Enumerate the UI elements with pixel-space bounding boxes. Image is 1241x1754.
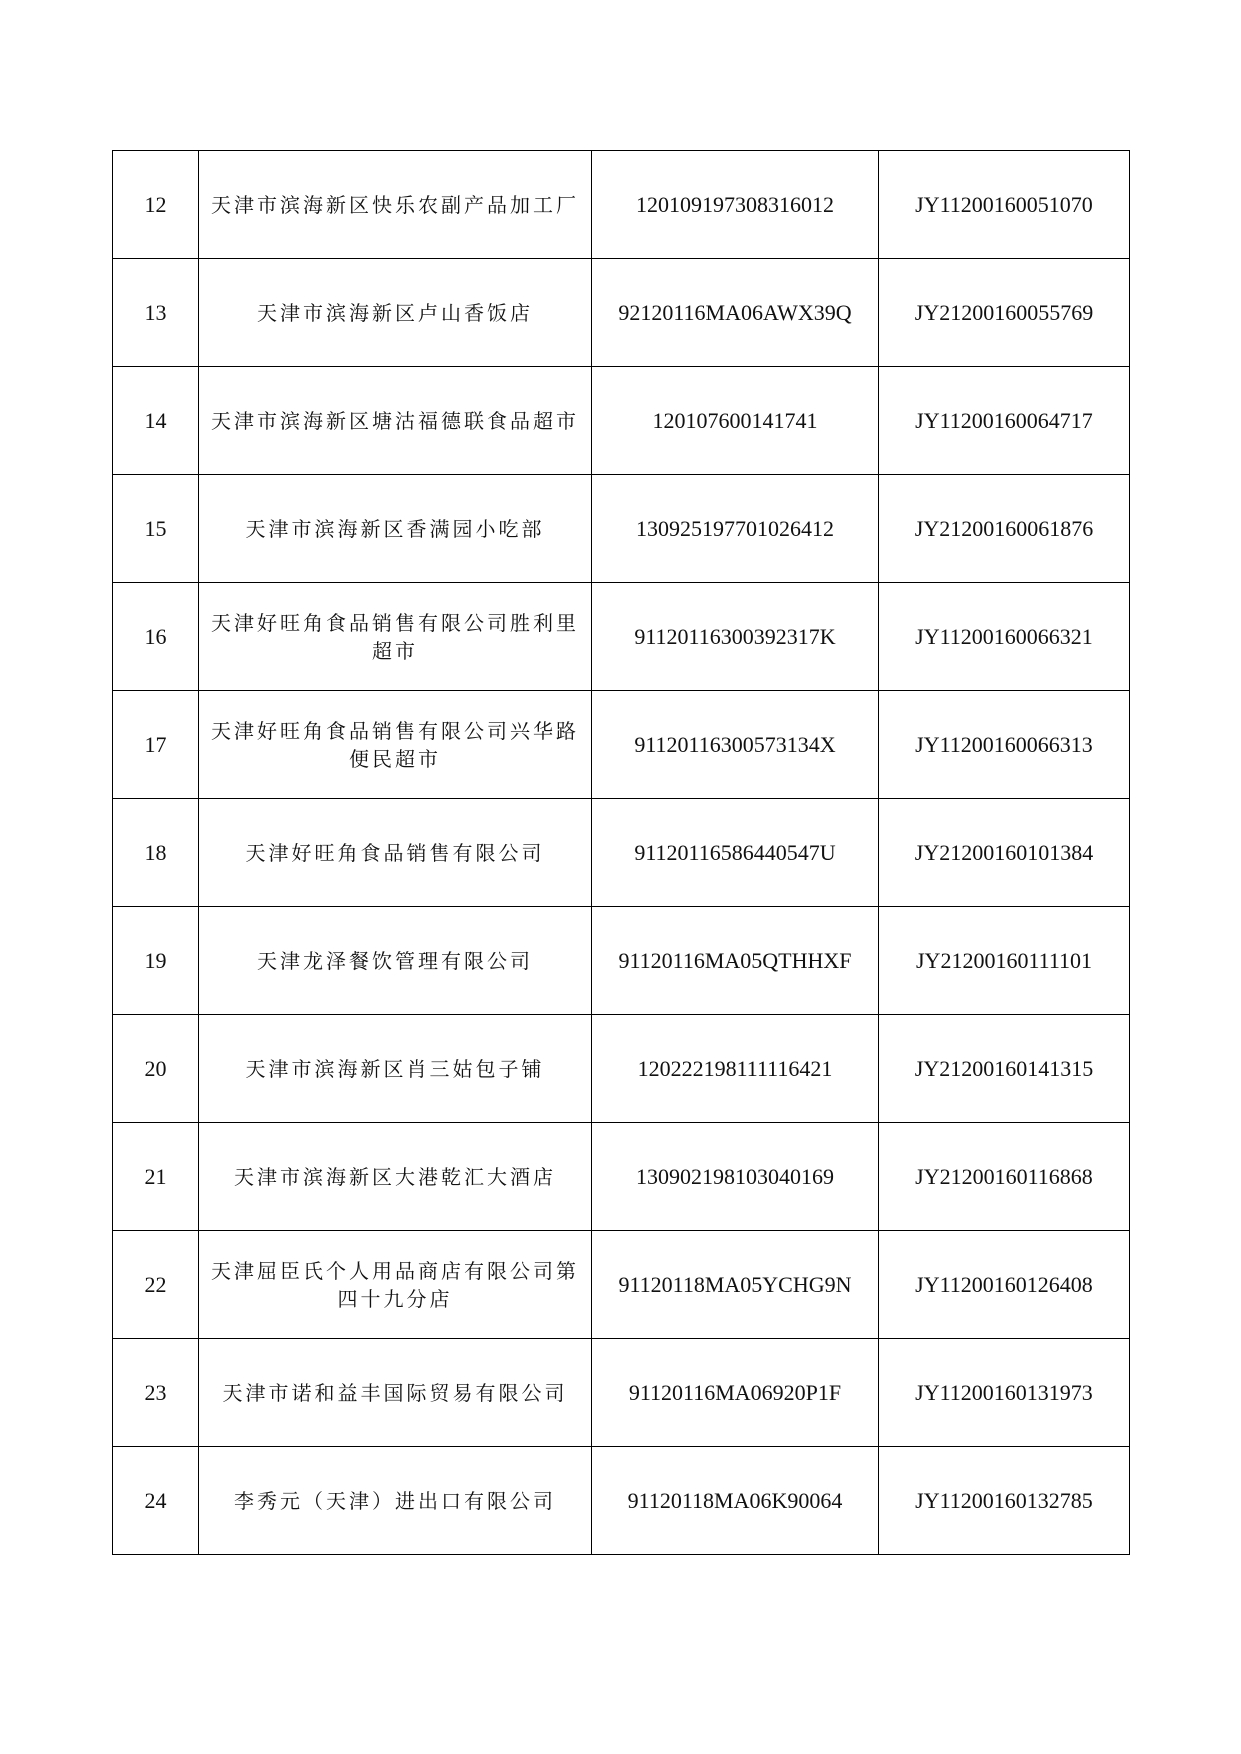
- business-name: 天津好旺角食品销售有限公司胜利里超市: [199, 583, 592, 691]
- license-number: JY11200160131973: [879, 1339, 1130, 1447]
- license-number: JY11200160126408: [879, 1231, 1130, 1339]
- row-number: 20: [113, 1015, 199, 1123]
- credit-code: 92120116MA06AWX39Q: [592, 259, 879, 367]
- row-number: 22: [113, 1231, 199, 1339]
- row-number: 15: [113, 475, 199, 583]
- license-number: JY21200160055769: [879, 259, 1130, 367]
- business-name: 天津市滨海新区卢山香饭店: [199, 259, 592, 367]
- credit-code: 91120116MA06920P1F: [592, 1339, 879, 1447]
- credit-code: 91120116MA05QTHHXF: [592, 907, 879, 1015]
- row-number: 21: [113, 1123, 199, 1231]
- row-number: 23: [113, 1339, 199, 1447]
- license-number: JY21200160111101: [879, 907, 1130, 1015]
- license-number: JY11200160132785: [879, 1447, 1130, 1555]
- table-row: [113, 907, 1130, 1015]
- license-number: JY21200160061876: [879, 475, 1130, 583]
- table-row: [113, 475, 1130, 583]
- business-name: 天津市滨海新区香满园小吃部: [199, 475, 592, 583]
- business-name: 天津市诺和益丰国际贸易有限公司: [199, 1339, 592, 1447]
- license-number: JY11200160066313: [879, 691, 1130, 799]
- credit-code: 91120118MA06K90064: [592, 1447, 879, 1555]
- business-name: 天津市滨海新区大港乾汇大酒店: [199, 1123, 592, 1231]
- license-number: JY21200160141315: [879, 1015, 1130, 1123]
- row-number: 14: [113, 367, 199, 475]
- row-number: 24: [113, 1447, 199, 1555]
- license-number: JY11200160064717: [879, 367, 1130, 475]
- license-table-body: [113, 151, 1130, 1555]
- license-number: JY21200160116868: [879, 1123, 1130, 1231]
- row-number: 13: [113, 259, 199, 367]
- credit-code: 130925197701026412: [592, 475, 879, 583]
- row-number: 16: [113, 583, 199, 691]
- table-row: [113, 1123, 1130, 1231]
- business-name: 天津市滨海新区塘沽福德联食品超市: [199, 367, 592, 475]
- business-name: 天津龙泽餐饮管理有限公司: [199, 907, 592, 1015]
- credit-code: 91120116300392317K: [592, 583, 879, 691]
- business-name: 天津市滨海新区肖三姑包子铺: [199, 1015, 592, 1123]
- table-row: [113, 691, 1130, 799]
- credit-code: 91120118MA05YCHG9N: [592, 1231, 879, 1339]
- credit-code: 91120116586440547U: [592, 799, 879, 907]
- business-name: 天津屈臣氏个人用品商店有限公司第四十九分店: [199, 1231, 592, 1339]
- license-number: JY11200160066321: [879, 583, 1130, 691]
- credit-code: 130902198103040169: [592, 1123, 879, 1231]
- license-number: JY21200160101384: [879, 799, 1130, 907]
- table-row: [113, 367, 1130, 475]
- credit-code: 120222198111116421: [592, 1015, 879, 1123]
- table-row: [113, 1015, 1130, 1123]
- business-name: 天津市滨海新区快乐农副产品加工厂: [199, 151, 592, 259]
- table-row: [113, 1447, 1130, 1555]
- row-number: 18: [113, 799, 199, 907]
- row-number: 12: [113, 151, 199, 259]
- table-row: [113, 151, 1130, 259]
- row-number: 17: [113, 691, 199, 799]
- business-name: 天津好旺角食品销售有限公司兴华路便民超市: [199, 691, 592, 799]
- table-row: [113, 583, 1130, 691]
- credit-code: 120109197308316012: [592, 151, 879, 259]
- license-table: [112, 150, 1130, 1555]
- credit-code: 120107600141741: [592, 367, 879, 475]
- table-row: [113, 799, 1130, 907]
- table-row: [113, 1339, 1130, 1447]
- business-name: 李秀元（天津）进出口有限公司: [199, 1447, 592, 1555]
- business-name: 天津好旺角食品销售有限公司: [199, 799, 592, 907]
- credit-code: 91120116300573134X: [592, 691, 879, 799]
- row-number: 19: [113, 907, 199, 1015]
- license-number: JY11200160051070: [879, 151, 1130, 259]
- table-row: [113, 259, 1130, 367]
- table-row: [113, 1231, 1130, 1339]
